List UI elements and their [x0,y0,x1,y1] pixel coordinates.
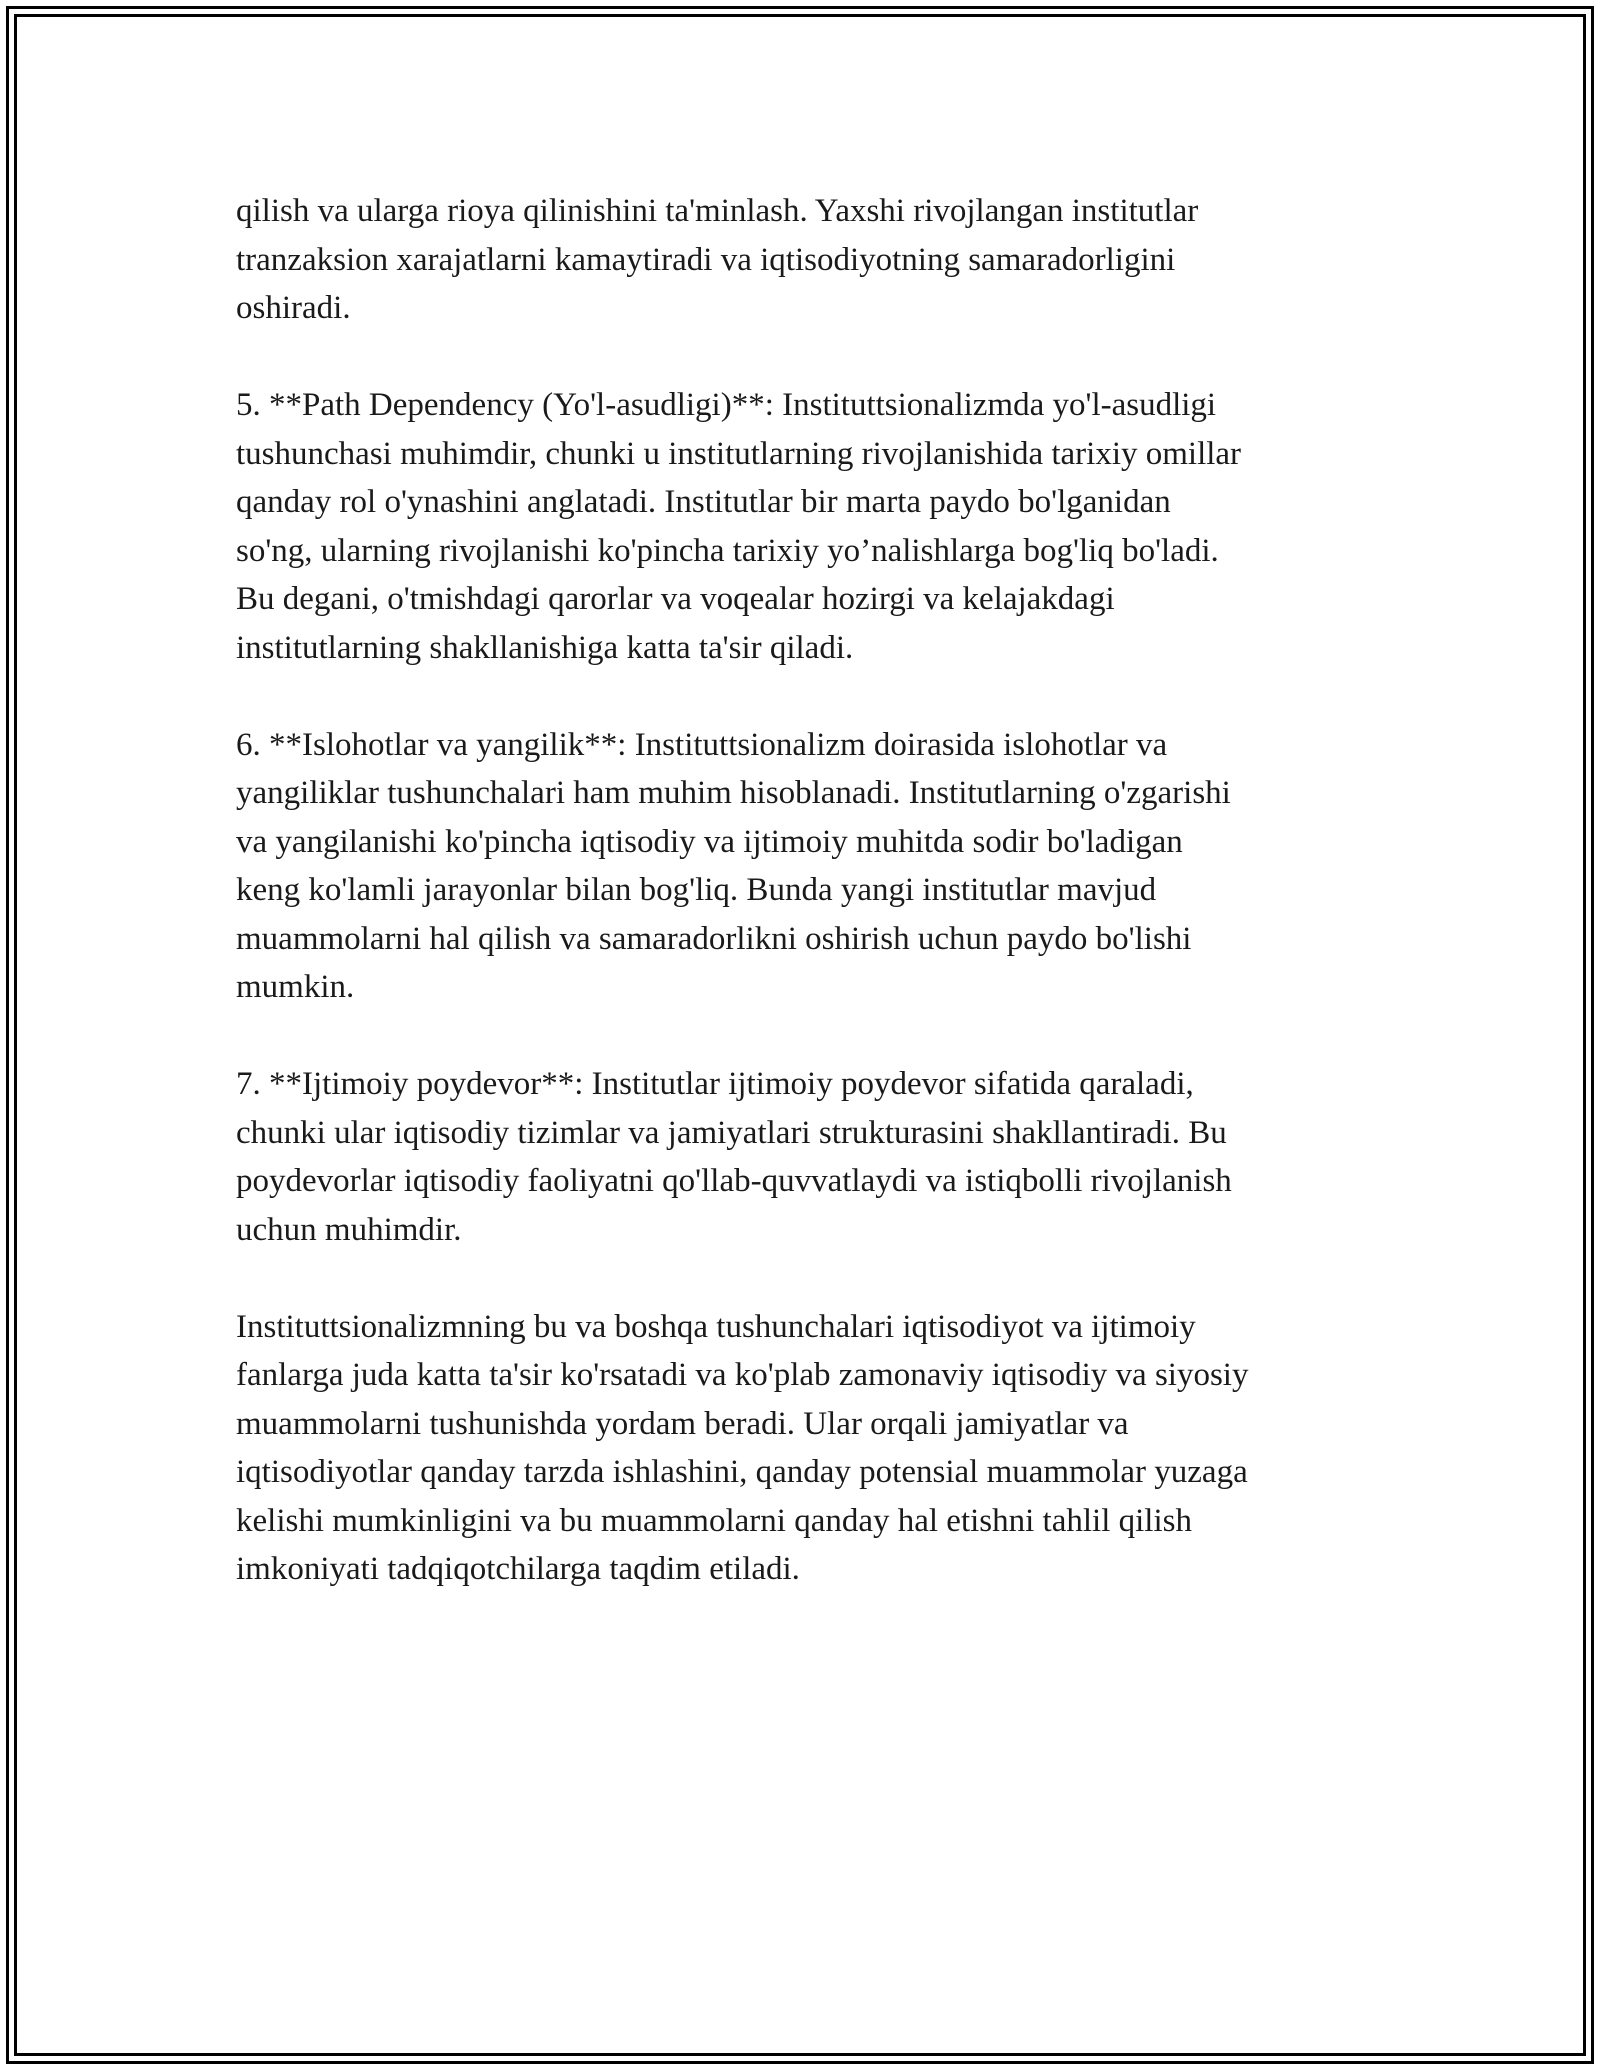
text-line: kelishi mumkinligini va bu muammolarni qanday hal etishni tahlil qilish [236,1502,1192,1539]
text-line: Instituttsionalizmning bu va boshqa tushunchalari iqtisodiyot va ijtimoiy [236,1308,1196,1345]
paragraph-social-foundation [236,1060,1386,1254]
text-line: iqtisodiyotlar qanday tarzda ishlashini, qanday potensial muammolar yuzaga [236,1454,1248,1490]
text-line: uchun muhimdir. [236,1211,462,1248]
text-line: keng ko'lamli jarayonlar bilan bog'liq. Bunda yangi institutlar mavjud [236,872,1157,908]
text-line: 6. **Islohotlar va yangilik**: Instituttsionalizm doirasida islohotlar va [236,726,1168,763]
text-line: yangiliklar tushunchalari ham muhim hisoblanadi. Institutlarning o'zgarishi [236,775,1231,811]
paragraph-reforms-innovation [236,721,1386,1012]
text-line: tranzaksion xarajatlarni kamaytiradi va iqtisodiyotning samaradorligini [236,241,1176,278]
text-line: chunki ular iqtisodiy tizimlar va jamiyatlari strukturasini shakllantiradi. Bu [236,1114,1227,1151]
text-line: Bu degani, o'tmishdagi qarorlar va voqealar hozirgi va kelajakdagi [236,581,1115,617]
text-line: 7. **Ijtimoiy poydevor**: Institutlar ijtimoiy poydevor sifatida qaraladi, [236,1066,1194,1102]
text-line: qilish va ularga rioya qilinishini ta'minlash. Yaxshi rivojlangan institutlar [236,193,1199,229]
paragraph-institutions-continued [236,187,1386,333]
text-line: va yangilanishi ko'pincha iqtisodiy va ijtimoiy muhitda sodir bo'ladigan [236,823,1183,860]
text-line: 5. **Path Dependency (Yo'l-asudligi)**: Instituttsionalizmda yo'l-asudligi [236,387,1217,423]
text-line: oshiradi. [236,290,351,326]
text-line: muammolarni tushunishda yordam beradi. Ular orqali jamiyatlar va [236,1405,1129,1442]
paragraph-conclusion [236,1303,1386,1594]
text-line: institutlarning shakllanishiga katta ta'sir qiladi. [236,629,854,666]
text-line: imkoniyati tadqiqotchilarga taqdim etiladi. [236,1551,800,1587]
document-body [236,187,1386,1642]
text-line: qanday rol o'ynashini anglatadi. Institutlar bir marta paydo bo'lganidan [236,484,1171,520]
text-line: tushunchasi muhimdir, chunki u institutlarning rivojlanishida tarixiy omillar [236,435,1242,472]
text-line: so'ng, ularning rivojlanishi ko'pincha tarixiy yo’nalishlarga bog'liq bo'ladi. [236,532,1219,569]
paragraph-path-dependency [236,381,1386,672]
text-line: poydevorlar iqtisodiy faoliyatni qo'llab-quvvatlaydi va istiqbolli rivojlanish [236,1163,1232,1199]
text-line: mumkin. [236,969,355,1005]
text-line: fanlarga juda katta ta'sir ko'rsatadi va ko'plab zamonaviy iqtisodiy va siyosiy [236,1357,1249,1393]
text-line: muammolarni hal qilish va samaradorlikni oshirish uchun paydo bo'lishi [236,920,1192,957]
